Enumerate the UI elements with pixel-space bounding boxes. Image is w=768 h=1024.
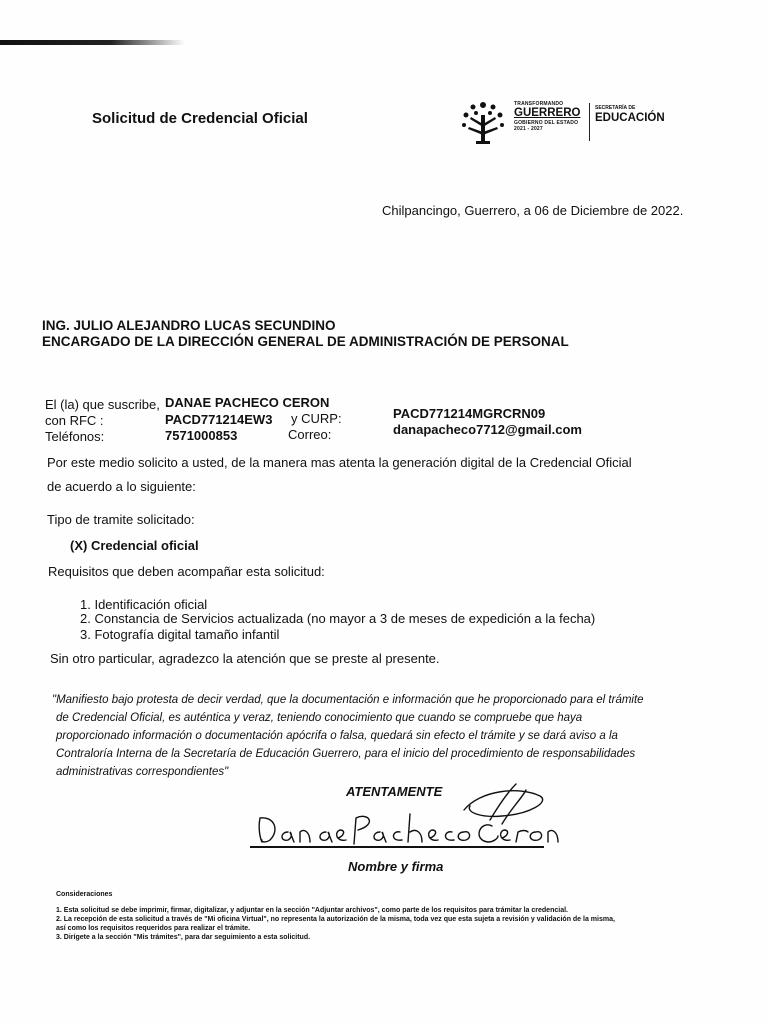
scan-edge-mark: [0, 40, 185, 45]
signature-caption: Nombre y firma: [348, 859, 444, 874]
closing-text: Sin otro particular, agradezco la atención que se preste al presente.: [50, 651, 440, 666]
logo-divider: [589, 103, 590, 141]
rfc-label: con RFC :: [45, 413, 104, 428]
phones-label: Teléfonos:: [45, 429, 105, 444]
government-logo: [458, 97, 678, 147]
consideration-item: 2. La recepción de esta solicitud a través de "Mi oficina Virtual", no representa la autorización de la misma, toda vez que esta sujeta a revisión y validación de la misma,: [56, 916, 615, 923]
educacion-wordmark: [595, 105, 665, 125]
recipient-position: ENCARGADO DE LA DIRECCIÓN GENERAL DE ADMINISTRACIÓN DE PERSONAL: [42, 334, 569, 349]
requirement-item: 3. Fotografía digital tamaño infantil: [80, 627, 280, 642]
procedure-label: Tipo de tramite solicitado:: [47, 512, 195, 527]
logo-secretaria: SECRETARÍA DE: [595, 105, 636, 111]
consideration-item: 1. Esta solicitud se debe imprimir, firmar, digitalizar, y adjuntar en la sección "Adjuntar archivos", como parte de los requisitos para trámitar la credencial.: [56, 907, 568, 914]
procedure-value: (X) Credencial oficial: [70, 538, 199, 553]
phone-value: 7571000853: [165, 428, 238, 443]
declaration-line: administrativas correspondientes": [56, 766, 229, 778]
document-title: Solicitud de Credencial Oficial: [92, 110, 308, 127]
curp-value: PACD771214MGRCRN09: [393, 406, 546, 421]
logo-gobierno: GOBIERNO DEL ESTADO: [514, 120, 579, 126]
signature-line: [250, 846, 544, 848]
place-date: Chilpancingo, Guerrero, a 06 de Diciembre de 2022.: [382, 203, 684, 218]
declaration-line: proporcionado información o documentación apócrifa o falsa, quedará sin efecto el trámite y se dará aviso a la: [56, 730, 618, 742]
curp-label: y CURP:: [291, 411, 342, 426]
consideration-item: así como los requisitos requeridos para realizar el trámite.: [56, 925, 251, 932]
declaration-line: Contraloría Interna de la Secretaría de Educación Guerrero, para el inicio del procedimiento de responsabilidades: [56, 748, 636, 760]
request-line-1: Por este medio solicito a usted, de la manera mas atenta la generación digital de la Credencial Oficial: [47, 455, 632, 470]
email-label: Correo:: [288, 427, 332, 442]
recipient-name: ING. JULIO ALEJANDRO LUCAS SECUNDINO: [42, 318, 336, 333]
declaration-line: de Credencial Oficial, es auténtica y veraz, teniendo conocimiento que cuando se compruebe que haya: [56, 712, 583, 724]
handwritten-signature: [240, 780, 560, 850]
requirements-label: Requisitos que deben acompañar esta solicitud:: [48, 564, 325, 579]
consideration-item: 3. Dirígete a la sección "Mis trámites", para dar seguimiento a esta solicitud.: [56, 934, 311, 941]
considerations-title: Consideraciones: [56, 891, 113, 898]
applicant-intro-label: El (la) que suscribe,: [45, 397, 160, 412]
requirement-item: 1. Identificación oficial: [80, 597, 208, 612]
rfc-value: PACD771214EW3: [165, 412, 273, 427]
requirement-item: 2. Constancia de Servicios actualizada (no mayor a 3 de meses de expedición a la fecha): [80, 611, 596, 626]
logo-guerrero: GUERRERO: [514, 107, 581, 119]
request-line-2: de acuerdo a lo siguiente:: [47, 479, 196, 494]
logo-transformando: TRANSFORMANDO: [514, 101, 564, 107]
email-value: danapacheco7712@gmail.com: [393, 422, 582, 437]
logo-years: 2021 - 2027: [514, 126, 543, 132]
tree-emblem-icon: [458, 97, 508, 147]
guerrero-wordmark: [514, 101, 594, 132]
declaration-line: "Manifiesto bajo protesta de decir verdad, que la documentación e información que he proporcionado para el trámite: [52, 694, 644, 706]
atentamente-label: ATENTAMENTE: [346, 784, 443, 799]
applicant-name: DANAE PACHECO CERON: [165, 395, 330, 410]
logo-educacion: EDUCACIÓN: [595, 112, 665, 124]
